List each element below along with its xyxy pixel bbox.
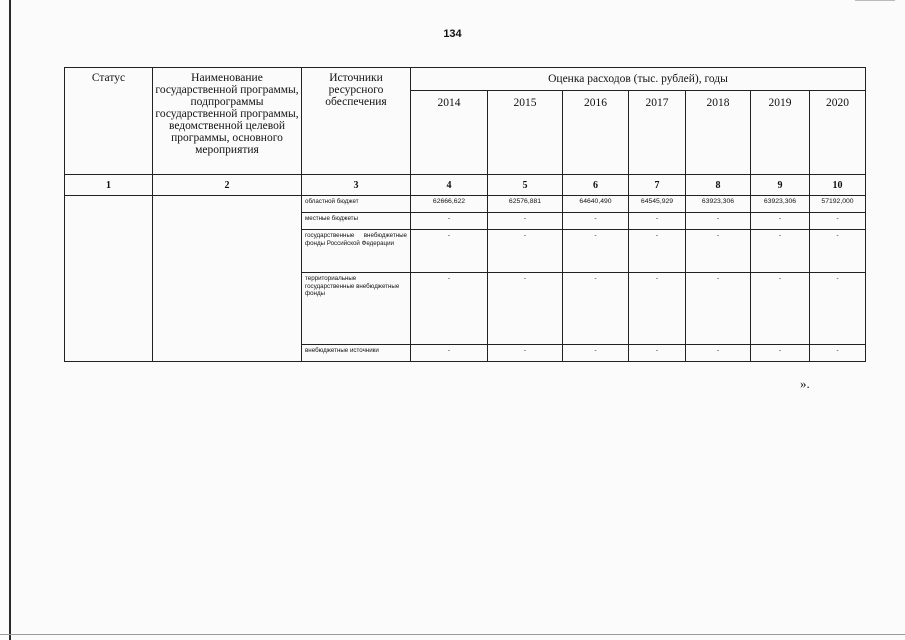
source-label: местные бюджеты <box>302 213 411 230</box>
value-cell: 63923,306 <box>751 196 810 213</box>
value-cell: 64640,490 <box>563 196 629 213</box>
header-program-name: Наименование государственной программы, подпрограммы государственной программы, ведомственной целевой программы, основного мероприятия <box>153 68 302 175</box>
value-cell: - <box>488 230 563 273</box>
value-cell: - <box>810 213 866 230</box>
value-cell: - <box>411 230 488 273</box>
value-cell: - <box>686 230 751 273</box>
value-cell: 62576,881 <box>488 196 563 213</box>
value-cell: - <box>563 213 629 230</box>
value-cell: - <box>563 273 629 345</box>
table-row <box>65 196 866 213</box>
header-year: 2018 <box>686 91 751 175</box>
scan-left-edge-line <box>9 0 11 640</box>
resource-estimate-table <box>64 67 866 362</box>
column-number: 5 <box>488 175 563 196</box>
header-sources: Источники ресурсного обеспечения <box>302 68 411 175</box>
value-cell: - <box>810 273 866 345</box>
value-cell: - <box>751 230 810 273</box>
value-cell: - <box>751 213 810 230</box>
header-year: 2015 <box>488 91 563 175</box>
value-cell: - <box>810 345 866 362</box>
value-cell: - <box>629 213 686 230</box>
scan-bottom-edge-line <box>0 634 905 635</box>
column-number-row <box>65 175 866 196</box>
value-cell: - <box>810 230 866 273</box>
value-cell: - <box>411 213 488 230</box>
value-cell: - <box>563 345 629 362</box>
header-expenses: Оценка расходов (тыс. рублей), годы <box>411 68 866 91</box>
source-label: территориальные государственные внебюджетные фонды <box>302 273 411 345</box>
value-cell: - <box>751 345 810 362</box>
value-cell: - <box>411 345 488 362</box>
value-cell: - <box>563 230 629 273</box>
header-year: 2019 <box>751 91 810 175</box>
value-cell: - <box>686 213 751 230</box>
status-cell-empty <box>65 196 153 362</box>
header-year: 2017 <box>629 91 686 175</box>
header-status: Статус <box>65 68 153 175</box>
value-cell: - <box>488 213 563 230</box>
closing-quote-mark: ». <box>800 376 810 391</box>
scan-corner-mark <box>855 0 895 1</box>
column-number: 8 <box>686 175 751 196</box>
source-label: внебюджетные источники <box>302 345 411 362</box>
value-cell: - <box>629 345 686 362</box>
value-cell: 64545,929 <box>629 196 686 213</box>
column-number: 3 <box>302 175 411 196</box>
column-number: 6 <box>563 175 629 196</box>
column-number: 1 <box>65 175 153 196</box>
value-cell: 57192,000 <box>810 196 866 213</box>
value-cell: - <box>488 273 563 345</box>
value-cell: 62666,622 <box>411 196 488 213</box>
column-number: 9 <box>751 175 810 196</box>
header-year: 2016 <box>563 91 629 175</box>
column-number: 10 <box>810 175 866 196</box>
source-label: областной бюджет <box>302 196 411 213</box>
source-label: государственные внебюджетные фонды Российской Федерации <box>302 230 411 273</box>
value-cell: 63923,306 <box>686 196 751 213</box>
column-number: 7 <box>629 175 686 196</box>
header-year: 2014 <box>411 91 488 175</box>
value-cell: - <box>629 273 686 345</box>
value-cell: - <box>751 273 810 345</box>
header-row-top <box>65 68 866 91</box>
value-cell: - <box>411 273 488 345</box>
page-number: 134 <box>443 28 462 40</box>
column-number: 2 <box>153 175 302 196</box>
header-year: 2020 <box>810 91 866 175</box>
value-cell: - <box>488 345 563 362</box>
column-number: 4 <box>411 175 488 196</box>
value-cell: - <box>629 230 686 273</box>
program-name-cell-empty <box>153 196 302 362</box>
value-cell: - <box>686 345 751 362</box>
value-cell: - <box>686 273 751 345</box>
